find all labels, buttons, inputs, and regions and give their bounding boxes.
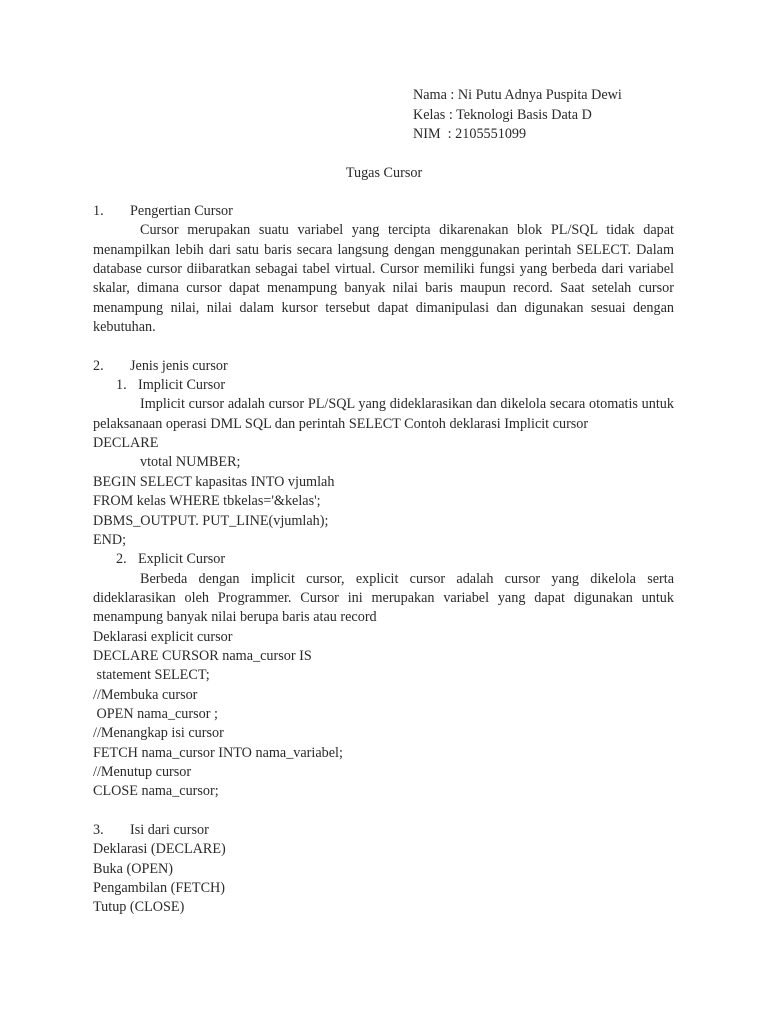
spacer [93, 802, 674, 821]
section-1-paragraph: Cursor merupakan suatu variabel yang tercipta dikarenakan blok PL/SQL tidak dapat menampilkan lebih dari satu baris secara langsung dengan menggunakan perintah SELECT. Dalam database cursor diibaratkan sebagai tabel virtual. Cursor memiliki fungsi yang berbeda dari variabel skalar, dimana cursor dapat menampung banyak nilai baris maupun record. Saat setelah cursor menampung nilai, nilai dalam kursor tersebut dapat dimanipulasi dan digunakan sesuai dengan kebutuhan. [93, 222, 674, 336]
list-item: Deklarasi (DECLARE) [93, 841, 226, 858]
student-class: Kelas : Teknologi Basis Data D [413, 106, 592, 123]
student-info [413, 86, 622, 145]
section-3-heading [93, 821, 674, 840]
document-title: Tugas Cursor [345, 165, 423, 181]
student-name: Nama : Ni Putu Adnya Puspita Dewi [413, 87, 622, 103]
list-item: Pengambilan (FETCH) [93, 880, 226, 897]
implicit-code-line: vtotal NUMBER; [140, 454, 241, 471]
section-1-heading [93, 202, 674, 221]
implicit-number: 1. [116, 377, 127, 394]
explicit-code-line: //Membuka cursor [93, 686, 198, 703]
section-2-number: 2. [93, 357, 104, 374]
explicit-code-line: Deklarasi explicit cursor [93, 628, 233, 645]
section-1-title: Pengertian Cursor [130, 203, 233, 219]
implicit-code-line: DECLARE [93, 435, 159, 452]
implicit-heading [93, 376, 674, 395]
implicit-code-line: BEGIN SELECT kapasitas INTO vjumlah [93, 473, 335, 490]
explicit-title: Explicit Cursor [138, 551, 226, 568]
spacer [93, 337, 674, 356]
explicit-code-line: statement SELECT; [93, 667, 210, 684]
document-body [93, 202, 674, 918]
explicit-code-line: FETCH nama_cursor INTO nama_variabel; [93, 744, 343, 761]
implicit-title: Implicit Cursor [138, 377, 226, 394]
explicit-number: 2. [116, 551, 127, 568]
list-item: Tutup (CLOSE) [93, 899, 185, 916]
explicit-code-line: OPEN nama_cursor ; [93, 705, 218, 722]
explicit-code-line: //Menangkap isi cursor [93, 725, 224, 742]
section-2-heading [93, 357, 674, 376]
explicit-paragraph: Berbeda dengan implicit cursor, explicit cursor adalah cursor yang dikelola serta dideklarasikan oleh Programmer. Cursor ini merupakan variabel yang dapat digunakan untuk menampung banyak nilai berupa baris atau record [93, 570, 674, 626]
implicit-code-line: END; [93, 531, 127, 548]
explicit-code-line: CLOSE nama_cursor; [93, 783, 219, 800]
section-2-title: Jenis jenis cursor [130, 357, 228, 374]
list-item: Buka (OPEN) [93, 860, 173, 877]
explicit-code-line: DECLARE CURSOR nama_cursor IS [93, 647, 312, 664]
implicit-code-line: FROM kelas WHERE tbkelas='&kelas'; [93, 493, 321, 510]
explicit-code-line: //Menutup cursor [93, 763, 192, 780]
student-nim: NIM : 2105551099 [413, 126, 527, 142]
explicit-heading [93, 550, 674, 569]
section-3-number: 3. [93, 822, 104, 838]
implicit-paragraph: Implicit cursor adalah cursor PL/SQL yang dideklarasikan dan dikelola secara otomatis untuk pelaksanaan operasi DML SQL dan perintah SELECT Contoh deklarasi Implicit cursor [93, 396, 674, 432]
section-3-title: Isi dari cursor [130, 822, 209, 838]
implicit-code-line: DBMS_OUTPUT. PUT_LINE(vjumlah); [93, 512, 329, 529]
section-1-number: 1. [93, 203, 104, 219]
